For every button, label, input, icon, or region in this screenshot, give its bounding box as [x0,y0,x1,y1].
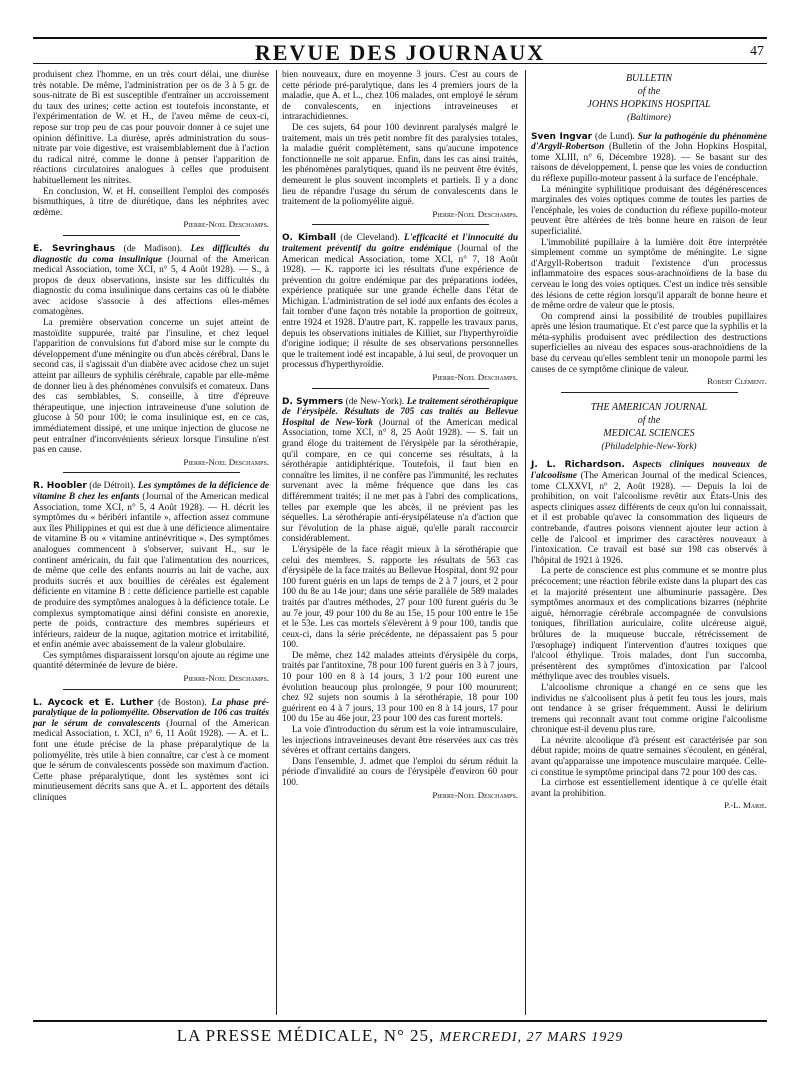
author-name: L. Aycock et E. Luther [33,697,154,708]
column-middle [282,70,518,804]
author-location: (de Lund). [595,131,635,142]
column-divider [276,70,277,1015]
column-right [531,70,767,815]
separator [312,388,489,389]
article [33,698,269,804]
author-location: (de New-York). [345,396,405,407]
column-left [33,70,269,804]
article-title: Les difficultés du diagnostic du coma insulinique [33,243,270,265]
separator [63,689,240,690]
author-name: R. Hoobler [33,481,87,492]
paragraph: De ces sujets, 64 pour 100 devinrent paralysés malgré le traitement, mais un très petit nombre fit des paralysies totales, la maladie guérit complètement, sans qu'aucune impotence fonctionnelle ne soit apparue. Enfin, dans les cas ainsi traités, les phénomènes paralytiques, quand ils ne peuvent être évités, demeurent le plus souvent incomplets et partiels. Il y a donc lieu de répandre l'usage du sérum de convalescents dans le traitement de la poliomyélite aiguë. [282,122,518,208]
paragraph: produisent chez l'homme, en un très court délai, une diurèse très notable. De même, l'administration per os de 3 à 5 gr. de sous-nitrate de Bi est susceptible d'entraîner un accroissement du taux des urines; cette action est toutefois inconstante, et l'expérimentation de W. et H., de l'aveu même de ceux-ci, repose sur trop peu de cas pour pouvoir donner à ce sujet une opinion définitive. La diurèse, après administration du sous-nitrate par voie digestive, est vraisemblablement due à l'action du radical nitré, comme le donne à penser l'apparition de réactions circulatoires analogues à celles que produisent habituellement les nitrites. [33,70,269,186]
signature: Pierre-Noel Deschamps. [183,456,269,467]
article [33,244,269,318]
article-title: Sur la pathogénie du phénomène d'Argyll-Robertson [531,131,767,153]
journal-name: JOHNS HOPKINS HOSPITAL [587,99,711,110]
article [33,481,269,651]
column-divider [525,70,526,1015]
article-title: Le traitement sérothérapique de l'érysipèle. Résultats de 705 cas traités au Bellevue Hospital de New-York [282,396,518,428]
columns [33,70,767,1020]
issue-date: MERCREDI, 27 MARS 1929 [439,1030,624,1045]
author-location: (de Madison). [123,243,182,254]
article-title: La phase pré-paralytique de la poliomyélite. Observation de 106 cas traités par le sérum de convalescents [33,697,270,729]
paragraph: La perte de conscience est plus commune et se montre plus précocement; une réaction fébrile existe dans la plupart des cas et la majorité présentent une albuminurie passagère. Des symptômes anormaux et des complications bizarres (néphrite aiguë, hémorragie cérébrale accompagnée de convulsions toniques, fibrillation auriculaire, colite ulcéreuse aiguë, brûlures de la muqueuse buccale, rétrécissement de l'œsophage) indiquent l'intervention d'autres toxiques que l'alcool éthylique. Trois malades, dont l'un succomba, présentèrent des symptômes d'intoxication par l'alcool méthylique avec des troubles visuels. [531,566,767,683]
author-name: D. Symmers [282,396,344,407]
paragraph: La voie d'introduction du sérum est la voie intramusculaire, les injections intraveineuses devant être réservées aux cas très sévères et offrant certains dangers. [282,725,518,757]
paragraph: La première observation concerne un sujet atteint de mastoïdite suppurée, traité par l'insuline, et chez lequel l'apparition de convulsions fut d'abord mise sur le compte du développement d'une méningite ou d'un abcès cérébral. Dans le second cas, il s'agissait d'un diabète avec acidose chez un sujet atteint par ailleurs de syphilis cérébrale, capable par elle-même de donner lieu à des phénomènes convulsifs et comateux. Dans des cas semblables, S. conseille, à titre d'épreuve thérapeutique, une injection intraveineuse d'une solution de glucose à 50 pour 100; le coma insulinique est, en ce cas, immédiatement dissipé, et une unique injection de glucose ne peut entraîner d'inconvénients sérieux lorsque l'insuline n'est pas en cause. [33,318,269,456]
section-heading [531,72,767,111]
article-title: Aspects cliniques nouveaux de l'alcoolisme [531,460,767,482]
section-heading [531,401,767,440]
paragraph: La névrite alcoolique d'à présent est caractérisée par son début rapide; moins de quatre semaines s'écoulent, en général, avant qu'apparaisse une impotence musculaire marquée. Celle-ci constitue le symptôme principal dans 72 pour 100 des cas. [531,735,767,778]
article [282,397,518,545]
paragraph: Ces symptômes disparaissent lorsqu'on ajoute au régime une quantité déterminée de levure de bière. [33,650,269,672]
publication-name: LA PRESSE MÉDICALE, [176,1026,379,1045]
issue-number: N° 25, [383,1026,435,1045]
signature: Pierre-Noel Deschamps. [432,208,518,219]
article-body: (Bulletin of the John Hopkins Hospital, tome XLIII, n° 6, Décembre 1928). — Se basant sur des raisons de développement, I. pense que les voies de conduction du réflexe pupillo-moteur passent à la surface de l'encéphale. [531,142,767,184]
paragraph: bien nouveaux, dure en moyenne 3 jours. C'est au cours de cette période pré-paralytique, dans les 4 premiers jours de la maladie, que A. et L., chez 106 malades, ont employé le sérum de convalescents, en injections intraveineuses et intrarachidiennes. [282,70,518,123]
author-location: (de Détroit). [89,481,136,492]
signature: P.-L. Marie. [724,800,767,811]
signature: Pierre-Noel Deschamps. [432,372,518,383]
footer-rule [33,1020,767,1022]
author-name: O. Kimball [282,233,337,244]
header-rule-bottom [33,63,767,64]
journal-name: THE AMERICAN JOURNAL [590,401,708,413]
journal-name: of the [637,86,661,97]
paragraph: Dans l'ensemble, J. admet que l'emploi du sérum réduit la période d'invalidité au cours de l'érysipèle d'environ 60 pour 100. [282,756,518,788]
paragraph: La méningite syphilitique produisant des dégénérescences marginales des voies optiques comme de toutes les parties de l'encéphale, les voies de conduction du réflexe pupillo-moteur peuvent être altérées de très bonne heure en raison de leur superficialité. [531,184,767,237]
header-rule-top [33,37,767,39]
article [531,460,767,566]
signature: Pierre-Noel Deschamps. [432,789,518,800]
author-name: E. Sevringhaus [33,243,116,254]
article [282,233,518,371]
article [531,132,767,185]
article-body: (The American Journal of the medical Sciences, tome CLXXVI, n° 2, Août 1928). — Depuis la loi de prohibition, on voit l'alcoolisme revêtir aux États-Unis des aspects cliniques assez différents de ceux qu'on lui connaissait, et il est probable qu'avec la consommation des liqueurs de contrebande, d'autres poisons viennent ajouter leur action à celle de l'alcool et imprimer des caractères nouveaux à l'intoxication. Ce travail est basé sur 198 cas observés à l'hôpital de 1921 à 1926. [531,471,767,566]
signature: Pierre-Noel Deschamps. [183,673,269,684]
author-name: J. L. Richardson. [531,460,625,471]
journal-name: BULLETIN [625,73,673,84]
page-number: 47 [750,44,764,59]
separator [63,472,240,473]
journal-name: MEDICAL SCIENCES [603,427,695,439]
separator [312,224,489,225]
signature: Pierre-Noel Deschamps. [183,219,269,230]
article-body: (Journal of the American medical Association, tome XCI, n° 7, 18 Août 1928). — K. rapporte ici les résultats d'une expérience de prévention du goitre endémique par des préparations iodées, expérience pratiquée sur une grande échelle dans l'état de Michigan. L'administration de sel iodé aux enfants des écoles a fait tomber d'une façon très notable la proportion de goitreux, entre 1924 et 1928. D'autre part, K. rappelle les travaux parus, depuis les observations initiales de Killiet, sur l'hyperthyroïdie d'origine iodique; il résulte de ses observations personnelles que le traitement iodé est incapable, à lui seul, de provoquer un processus d'hyperthyroïdie. [282,243,518,371]
journal-city: (Baltimore) [627,113,671,123]
article-title: L'efficacité et l'innocuité du traitement préventif du goitre endémique [282,233,518,254]
article-title: Les symptômes de la déficience de vitamine B chez les enfants [33,481,270,502]
footer [0,1026,800,1046]
author-name: Sven Ingvar [531,131,593,142]
author-location: (de Boston). [158,697,207,708]
journal-name: of the [637,414,661,426]
article-body: (Journal of the American medical Association, tome XCI, n° 5, 4 Août 1928). — S., à propos de deux observations, insiste sur les difficultés du diagnostic du coma insulinique dans certains cas où le diabète avec acidose s'associe à des affections elles-mêmes comatogènes. [33,254,269,318]
paragraph: L'érysipèle de la face réagit mieux à la sérothérapie que celui des membres. S. rapporte les résultats de 563 cas d'érysipèle de la face traités au Bellevue Hospital, dont 92 pour 100 furent guéris en un laps de temps de 2 à 7 jours, et 2 pour 100 du 8e au 14e jour; dans une série parallèle de 589 malades traités par d'autres méthodes, 27 pour 100 furent guéris du 3e au 7e jour, 49 pour 100 du 8e au 15e, 15 pour 100 entre le 15e et le 53e. Les cas mortels s'élevèrent à 9 pour 100, tandis que ceux-ci, dans la série précédente, ne dépassaient pas 5 pour 100. [282,544,518,651]
article-body: (Journal of the American medical Association, tome XCI, n° 8, 25 Août 1928). — S. fait un grand éloge du traitement de l'érysipèle par la sérothérapie, qu'il compare, en ce qui concerne ses résultats, à la sérothérapie antidiphtérique. Toutefois, il faut bien en connaître les limites, il ne confère pas l'immunité, les rechutes survenant avec la même fréquence que dans les cas différemment traités; il ne met pas à l'abri des complications, telles par exemple que les abcès, il ne prévient pas les séquelles. La sérothérapie anti-érysipélateuse n'a d'action que sur l'évolution de la phase aiguë, qu'elle paraît raccourcir considérablement. [282,417,519,545]
separator [561,392,738,393]
author-location: (de Cleveland). [340,233,400,244]
paragraph: De même, chez 142 malades atteints d'érysipèle du corps, traités par l'antitoxine, 78 pour 100 furent guéris en 3 à 7 jours, 10 pour 100 en 8 à 14 jours, 3 1/2 pour 100 eurent une évolution beaucoup plus prolongée, 9 pour 100 moururent; chez 92 sujets non soumis à la sérothérapie, 18 pour 100 guérirent en 4 à 7 jours, 13 pour 100 en 8 à 14 jours, 17 pour 100 du 15e au 46e jour, 23 pour 100 des cas furent mortels. [282,650,518,725]
signature: Robert Clément. [707,376,767,387]
paragraph: L'immobilité pupillaire à la lumière doit être interprétée simplement comme un symptôme de méningite. Le signe d'Argyll-Robertson traduit l'existence d'un processus inflammatoire des espaces sous-arachnoïdiens de la base du cerveau le long des voies optiques. C'est un indice très sensible des lésions de cette région lorsqu'il apparaît de bonne heure et de même ordre de valeur que le ptosis. [531,237,767,312]
paragraph: En conclusion, W. et H. conseillent l'emploi des composés bismuthiques, à titre de diurétique, dans les néphrites avec œdème. [33,186,269,218]
article-body: (Journal of the American medical Association, t. XCI, n° 6, 11 Août 1928). — A. et L. font une étude précise de la phase préparalytique de la poliomyélite, très utile à bien connaître, car c'est à ce moment que le sérum de convalescents possède son maximum d'action. Cette phase préparalytique, dont les systèmes sont ici minutieusement décrits sans que A. et L. apportent des détails cliniques [33,718,269,803]
paragraph: On comprend ainsi la possibilité de troubles pupillaires après une lésion traumatique. Et c'est parce que la syphilis et la méta-syphilis produisent avec prédilection des destructions superficielles au niveau des espaces sous-arachnoïdiens de la base du cerveau qu'elles semblent tenir un monopole parmi les causes de ce symptôme clinique de valeur. [531,311,767,375]
separator [63,235,240,236]
page-title: REVUE DES JOURNAUX [254,40,546,65]
paragraph: L'alcoolisme chronique a changé en ce sens que les individus ne s'alcoolisent plus à petit feu tous les jours, mais ont tendance à se griser fréquemment. Aussi le delirium tremens qui reconnaît avant tout comme origine l'alcoolisme chronique est-il devenu plus rare. [531,682,767,736]
journal-city: (Philadelphie-New-York) [601,441,697,452]
paragraph: La cirrhose est essentiellement identique à ce qu'elle était avant la prohibition. [531,778,767,799]
article-body: (Journal of the American medical Association, tome XCI, n° 5, 4 Août 1928). — H. décrit les symptômes du « béribéri infantile », affection assez commune aux îles Philippines et qui est due à une déficience alimentaire de vitamine B ou « vitamine antinévritique ». Des symptômes analogues commencent à s'observer, suivant H., sur le continent américain, du fait que l'alimentation des nourrices, de même que celle des enfants nourris au lait de vache, aux produits sucrés et aux bouillies de céréales est également déficiente en vitamine B : cette déficience partielle est capable de produire des symptômes analogues à la déficience totale. Le complexus symptomatique ainsi défini consiste en anorexie, perte de poids, contracture des membres supérieurs et inférieurs, raideur de la nuque, agitation motrice et irritabilité, et enfin anémie avec abaissement de la valeur globulaire. [33,491,269,651]
